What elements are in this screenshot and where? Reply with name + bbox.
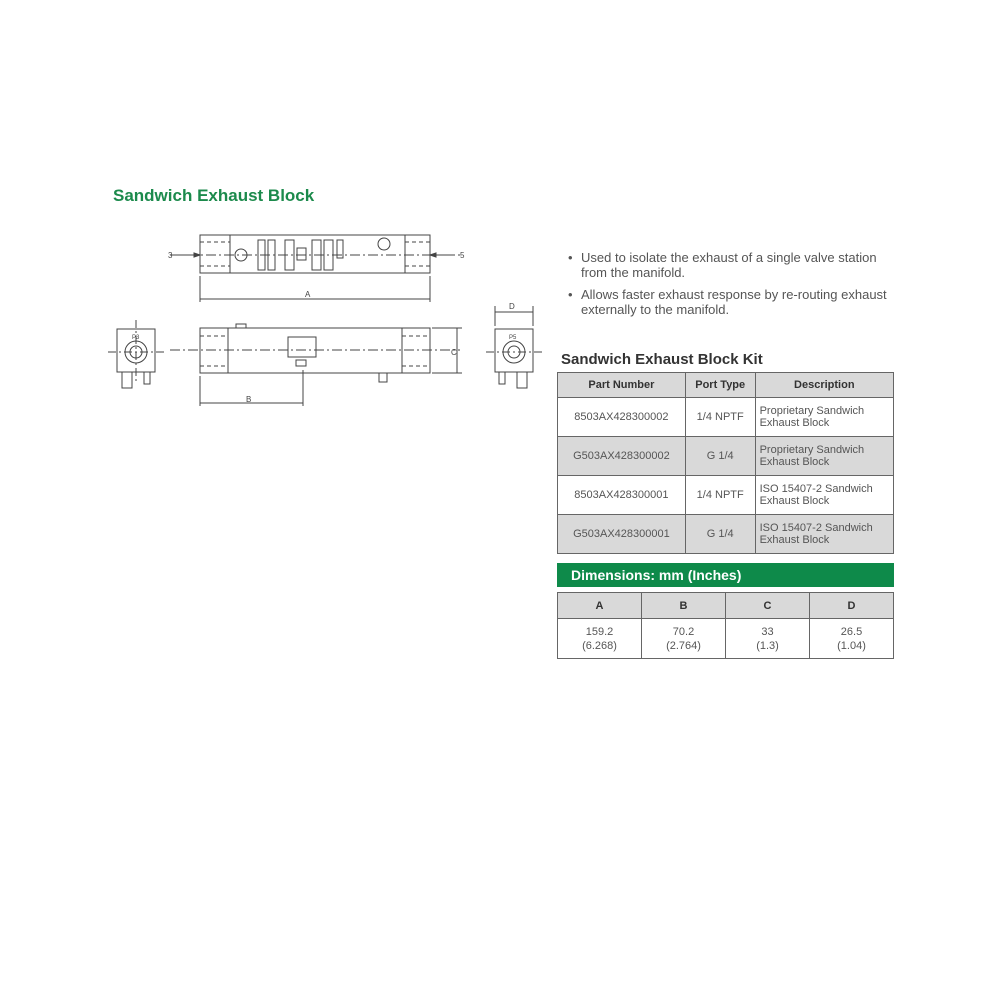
part-number-cell: G503AX428300001 <box>558 515 686 554</box>
port-3-label: 3 <box>168 251 173 260</box>
mm-value: 70.2 <box>672 625 695 638</box>
dim-a-value <box>558 619 642 659</box>
port-type-cell: 1/4 NPTF <box>685 398 755 437</box>
dim-a-label: A <box>305 290 311 299</box>
table-row <box>558 476 894 515</box>
table-header-row <box>558 373 894 398</box>
feature-list <box>568 250 898 324</box>
kit-title: Sandwich Exhaust Block Kit <box>561 351 763 368</box>
port-type-cell: G 1/4 <box>685 437 755 476</box>
table-row <box>558 619 894 659</box>
inch-value: (2.764) <box>666 639 701 652</box>
header-a: A <box>558 593 642 619</box>
inch-value: (6.268) <box>582 639 617 652</box>
part-number-cell: 8503AX428300002 <box>558 398 686 437</box>
description-cell: ISO 15407-2 Sandwich Exhaust Block <box>755 515 893 554</box>
table-row <box>558 515 894 554</box>
top-view-body <box>200 235 430 273</box>
technical-drawing <box>100 220 550 420</box>
port-type-cell: G 1/4 <box>685 515 755 554</box>
dim-c-label: C <box>451 348 457 357</box>
port-5-label: 5 <box>460 251 465 260</box>
p3-label: P3 <box>132 335 140 341</box>
header-c: C <box>726 593 810 619</box>
dim-d-value <box>810 619 894 659</box>
mm-value: 33 <box>761 625 774 638</box>
inch-value: (1.04) <box>837 639 866 652</box>
table-row <box>558 437 894 476</box>
part-number-cell: 8503AX428300001 <box>558 476 686 515</box>
header-port-type: Port Type <box>685 373 755 398</box>
dim-c-value <box>726 619 810 659</box>
dim-b-value <box>642 619 726 659</box>
header-b: B <box>642 593 726 619</box>
mm-value: 159.2 <box>585 625 614 638</box>
dimensions-title-bar: Dimensions: mm (Inches) <box>557 563 894 587</box>
header-part-number: Part Number <box>558 373 686 398</box>
part-number-cell: G503AX428300002 <box>558 437 686 476</box>
mm-value: 26.5 <box>840 625 863 638</box>
port-type-cell: 1/4 NPTF <box>685 476 755 515</box>
description-cell: Proprietary Sandwich Exhaust Block <box>755 437 893 476</box>
description-cell: Proprietary Sandwich Exhaust Block <box>755 398 893 437</box>
p5-label: P5 <box>509 335 517 341</box>
dim-d-label: D <box>509 302 515 311</box>
page-title: Sandwich Exhaust Block <box>113 186 315 205</box>
dim-b-label: B <box>246 395 252 404</box>
header-description: Description <box>755 373 893 398</box>
table-header-row <box>558 593 894 619</box>
kit-table <box>557 372 894 554</box>
inch-value: (1.3) <box>756 639 779 652</box>
dimensions-table <box>557 592 894 659</box>
list-item: • Used to isolate the exhaust of a single valve station from the manifold. <box>568 250 898 280</box>
list-item: • Allows faster exhaust response by re-routing exhaust externally to the manifold. <box>568 287 898 317</box>
table-row <box>558 398 894 437</box>
description-cell: ISO 15407-2 Sandwich Exhaust Block <box>755 476 893 515</box>
header-d: D <box>810 593 894 619</box>
